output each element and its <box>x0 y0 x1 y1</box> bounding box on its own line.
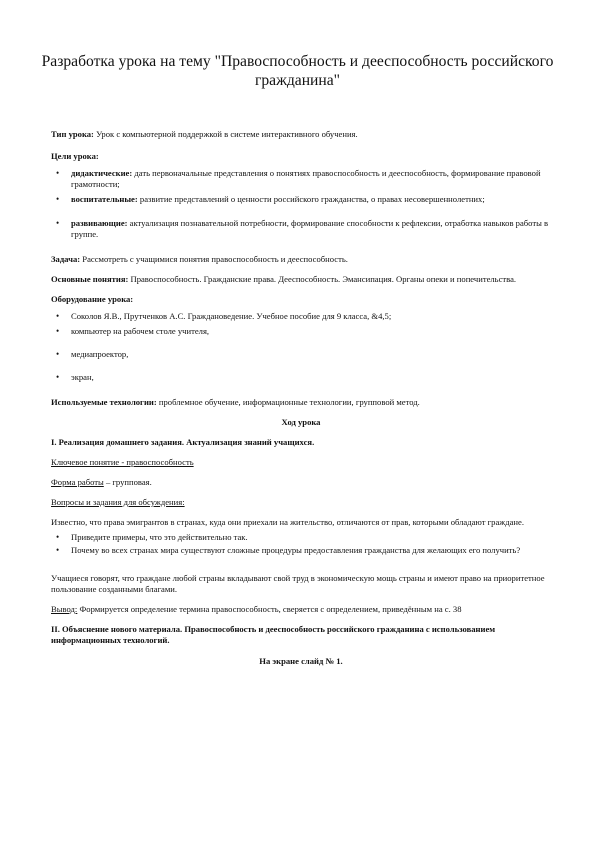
goal-label: развивающие: <box>71 218 128 228</box>
equipment-list <box>51 311 551 383</box>
conclusion-label: Вывод: <box>51 604 78 614</box>
list-item: • экран, <box>51 372 551 383</box>
list-item: • Соколов Я.В., Прутченков А.С. Граждановедение. Учебное пособие для 9 класса, &4,5; <box>51 311 551 322</box>
list-item <box>51 194 551 205</box>
student-answer: Учащиеся говорят, что граждане любой страны вкладывают свой труд в экономическую мощь страны и имеют право на приоритетное пользование созданными благами. <box>51 573 545 594</box>
goals-heading: Цели урока: <box>51 151 99 161</box>
document-title: Разработка урока на тему "Правоспособность и дееспособность российского гражданина" <box>41 53 554 89</box>
task <box>51 254 551 265</box>
conclusion-text: Формируется определение термина правоспособность, сверяется с определением, приведённым на с. 38 <box>77 604 462 614</box>
list-item <box>51 218 551 240</box>
lesson-type-label: Тип урока: <box>51 129 94 139</box>
goal-label: дидактические: <box>71 168 133 178</box>
goals-list <box>51 168 551 240</box>
goal-text: дать первоначальные представления о понятиях правоспособность и дееспособность, формирование правовой грамотности; <box>71 168 541 189</box>
slide-note: На экране слайд № 1. <box>259 656 343 666</box>
concepts <box>51 274 551 285</box>
task-label: Задача: <box>51 254 81 264</box>
list-item: • Приведите примеры, что это действительно так. <box>51 532 551 543</box>
goal-label: воспитательные: <box>71 194 138 204</box>
questions-heading: Вопросы и задания для обсуждения: <box>51 497 185 507</box>
lesson-type-text: Урок с компьютерной поддержкой в системе интерактивного обучения. <box>93 129 358 139</box>
section1-heading: I. Реализация домашнего задания. Актуализация знаний учащихся. <box>51 437 315 447</box>
course-heading: Ход урока <box>281 417 321 427</box>
list-item: • медиапроектор, <box>51 349 551 360</box>
technologies <box>51 397 551 408</box>
list-item: • компьютер на рабочем столе учителя, <box>51 326 551 337</box>
equipment-heading: Оборудование урока: <box>51 294 134 304</box>
technologies-text: проблемное обучение, информационные технологии, групповой метод. <box>156 397 420 407</box>
goal-text: актуализация познавательной потребности, формирование способности к рефлексии, отработка навыков работы в группе. <box>71 218 549 239</box>
task-text: Рассмотреть с учащимися понятия правоспособность и дееспособность. <box>80 254 348 264</box>
work-form-text: – групповая. <box>103 477 152 487</box>
work-form <box>51 477 551 488</box>
work-form-label: Форма работы <box>51 477 104 487</box>
list-item: • Почему во всех странах мира существуют сложные процедуры предоставления гражданства для желающих его получить? <box>51 545 551 556</box>
questions-list <box>51 532 551 556</box>
section2-heading: II. Объяснение нового материала. Правоспособность и дееспособность российского гражданина с использованием информационных технологий. <box>51 624 496 645</box>
concepts-label: Основные понятия: <box>51 274 129 284</box>
concepts-text: Правоспособность. Гражданские права. Дееспособность. Эмансипация. Органы опеки и попечительства. <box>128 274 517 284</box>
technologies-label: Используемые технологии: <box>51 397 157 407</box>
conclusion <box>51 604 551 615</box>
list-item <box>51 168 551 190</box>
goal-text: развитие представлений о ценности российского гражданства, о правах несовершеннолетних; <box>137 194 485 204</box>
lesson-type <box>51 129 551 140</box>
document-body <box>51 129 551 667</box>
key-concept: Ключевое понятие - правоспособность <box>51 457 194 467</box>
questions-intro: Известно, что права эмигрантов в странах, куда они приехали на жительство, отличаются от прав, которыми обладают граждане. <box>51 517 524 527</box>
